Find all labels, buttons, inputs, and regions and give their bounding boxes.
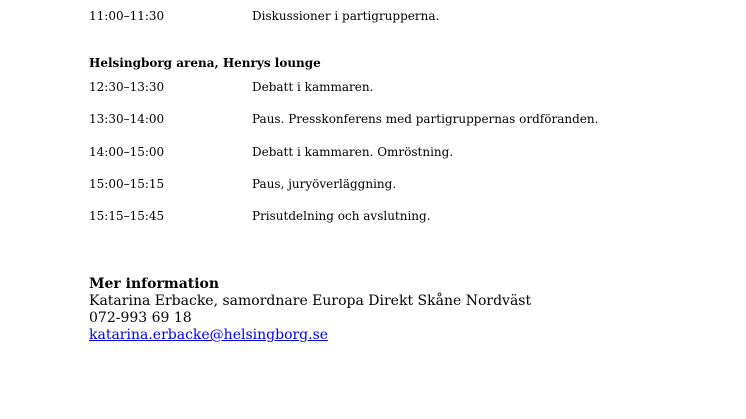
schedule-time: 14:00–15:00 <box>89 145 165 159</box>
schedule-description: Debatt i kammaren. <box>252 80 374 94</box>
schedule-description: Paus, juryöverläggning. <box>252 177 397 191</box>
schedule-time: 12:30–13:30 <box>89 80 165 94</box>
contact-name: Katarina Erbacke, samordnare Europa Direkt Skåne Nordväst <box>89 293 532 309</box>
contact-title: Mer information <box>89 276 220 292</box>
schedule-time: 15:15–15:45 <box>89 209 165 223</box>
venue-heading: Helsingborg arena, Henrys lounge <box>89 56 321 70</box>
contact-email-link[interactable]: katarina.erbacke@helsingborg.se <box>89 327 329 343</box>
contact-phone: 072-993 69 18 <box>89 310 192 326</box>
schedule-description: Prisutdelning och avslutning. <box>252 209 431 223</box>
contact-section <box>89 276 531 344</box>
schedule-time: 13:30–14:00 <box>89 112 165 126</box>
schedule-description: Diskussioner i partigrupperna. <box>252 9 440 23</box>
schedule-description: Debatt i kammaren. Omröstning. <box>252 145 454 159</box>
schedule-time: 11:00–11:30 <box>89 9 165 23</box>
schedule-time: 15:00–15:15 <box>89 177 165 191</box>
schedule-description: Paus. Presskonferens med partigruppernas ordföranden. <box>252 112 599 126</box>
